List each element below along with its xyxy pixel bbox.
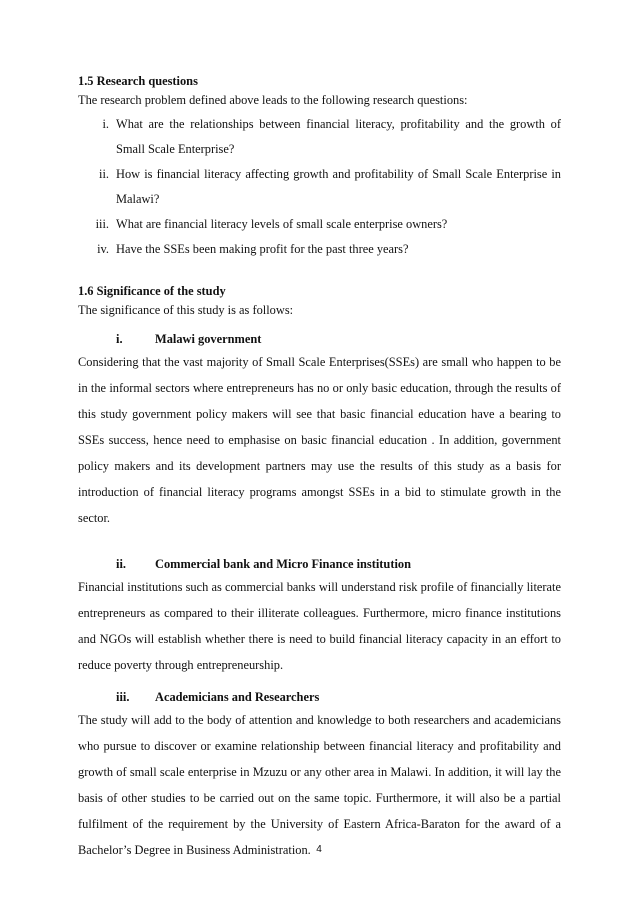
subsection-title: Commercial bank and Micro Finance institution: [155, 557, 411, 571]
section-heading-significance: 1.6 Significance of the study: [78, 284, 226, 298]
list-item-text: Have the SSEs been making profit for the past three years?: [116, 242, 409, 256]
subsection-title: Academicians and Researchers: [155, 690, 320, 704]
subsection-heading-academicians: [78, 688, 561, 707]
list-item: [78, 237, 561, 262]
page-number: 4: [316, 844, 322, 855]
list-item-number: iii.: [95, 217, 109, 231]
research-questions-list: [78, 112, 561, 262]
list-item-number: i.: [102, 117, 109, 131]
list-item-number: ii.: [99, 167, 109, 181]
subsection-heading-malawi-government: [78, 330, 561, 349]
list-item: [78, 162, 561, 212]
subsection-title: Malawi government: [155, 332, 262, 346]
subsection-number: iii.: [116, 690, 130, 704]
subsection-number: i.: [116, 332, 123, 346]
list-item: [78, 212, 561, 237]
list-item-text: What are financial literacy levels of small scale enterprise owners?: [116, 217, 448, 231]
list-item-text: How is financial literacy affecting growth and profitability of Small Scale Enterprise in Malawi?: [116, 167, 561, 206]
significance-intro: The significance of this study is as follows:: [78, 303, 294, 317]
subsection-body-commercial-bank: Financial institutions such as commercial banks will understand risk profile of financially literate entrepreneurs as compared to their illiterate colleagues. Furthermore, micro finance institutions and NGOs will establish whether there is need to build financial literacy capacity in an effort to reduce poverty through entrepreneurship.: [78, 580, 561, 672]
document-page: [78, 72, 561, 863]
subsection-number: ii.: [116, 557, 126, 571]
list-item: [78, 112, 561, 162]
subsection-body-malawi-government: Considering that the vast majority of Small Scale Enterprises(SSEs) are small who happen to be in the informal sectors where entrepreneurs has no or only basic education, through the results of this study government policy makers will see that basic financial education have a bearing to SSEs success, hence need to emphasise on basic financial education . In addition, government policy makers and its development partners may use the results of this study as a basis for introduction of financial literacy programs amongst SSEs in a bid to stimulate growth in the sector.: [78, 355, 561, 525]
research-questions-intro: The research problem defined above leads to the following research questions:: [78, 93, 468, 107]
section-heading-research-questions: 1.5 Research questions: [78, 74, 198, 88]
list-item-text: What are the relationships between financial literacy, profitability and the growth of Small Scale Enterprise?: [116, 117, 561, 156]
subsection-body-academicians: The study will add to the body of attention and knowledge to both researchers and academicians who pursue to discover or examine relationship between financial literacy and profitability and growth of small scale enterprise in Mzuzu or any other area in Malawi. In addition, it will lay the basis of other studies to be carried out on the same topic. Furthermore, it will also be a partial fulfilment of the requirement by the University of Eastern Africa-Baraton for the award of a Bachelor’s Degree in Business Administration.: [78, 713, 561, 857]
list-item-number: iv.: [97, 242, 109, 256]
subsection-heading-commercial-bank: [78, 555, 561, 574]
